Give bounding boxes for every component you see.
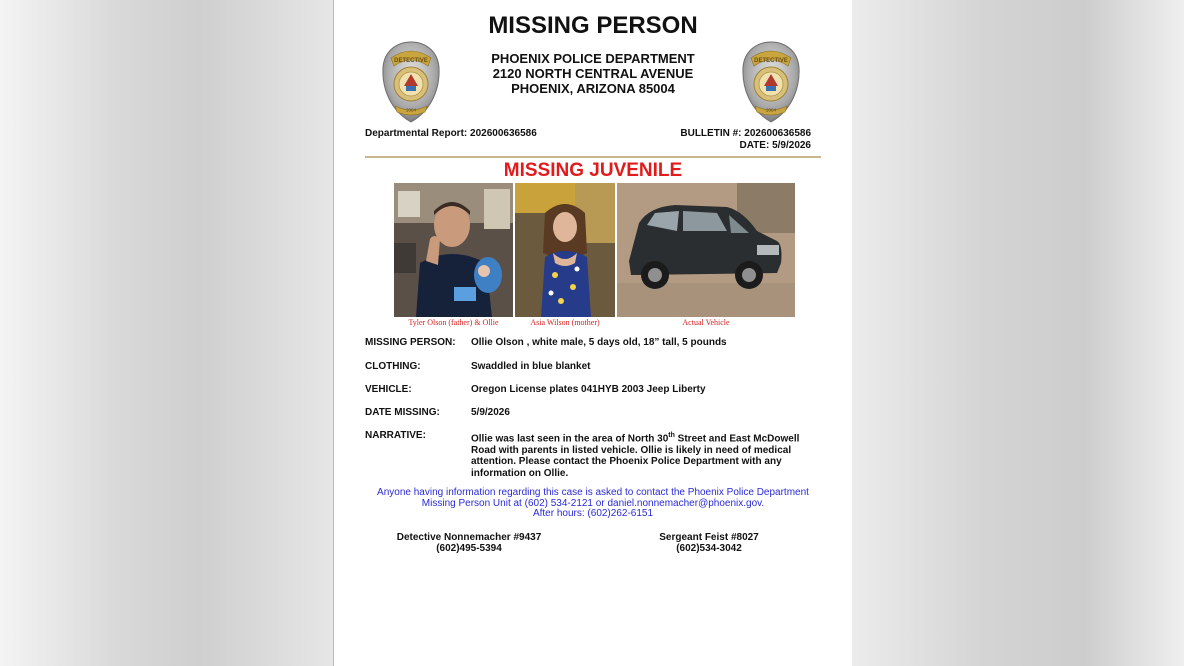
detective-signature [374,533,564,554]
blurred-background-right [851,0,1184,666]
narrative-ordinal-suffix: th [668,432,675,439]
bulletin-number: BULLETIN #: 202600636586 [680,128,811,139]
department-street: 2120 NORTH CENTRAL AVENUE [492,66,694,81]
svg-text:DETECTIVE: DETECTIVE [394,58,428,64]
narrative-part-1: Ollie was last seen in the area of North 30 [471,433,669,445]
mother-photo [515,183,615,317]
svg-text:2004: 2004 [405,107,417,113]
department-address [434,51,752,96]
sergeant-phone: (602)534-3042 [676,542,742,554]
contact-line-2: Missing Person Unit at (602) 534-2121 or daniel.nonnemacher@phoenix.gov. [421,497,765,509]
sergeant-name: Sergeant Feist #8027 [659,532,759,543]
bulletin-title: MISSING PERSON [488,12,698,39]
header-divider [365,156,821,158]
clothing-label: CLOTHING: [365,361,421,372]
clothing-value: Swaddled in blue blanket [471,361,591,372]
narrative-label: NARRATIVE: [365,430,426,441]
departmental-report-number: Departmental Report: 202600636586 [365,128,537,139]
mother-photo-caption: Asia Wilson (mother) [530,318,600,327]
contact-line-1: Anyone having information regarding this case is asked to contact the Phoenix Police Department [377,487,809,498]
narrative-part-2: Street and East McDowell Road with parents in listed vehicle. Ollie is likely in need of medical attention. Please contact the Phoenix Police Department with any information on Ollie. [471,433,800,479]
bulletin-date: DATE: 5/9/2026 [739,140,811,151]
svg-text:2004: 2004 [765,107,777,113]
bulletin-info [680,128,811,152]
sergeant-signature [619,533,799,554]
police-badge-icon-right [740,40,802,124]
missing-juvenile-banner: MISSING JUVENILE [503,160,683,181]
department-city: PHOENIX, ARIZONA 85004 [511,81,675,96]
vehicle-photo [617,183,795,317]
detective-phone: (602)495-5394 [436,542,502,554]
missing-person-bulletin [333,0,852,666]
father-photo [394,183,513,317]
police-badge-icon-left [380,40,442,124]
detective-name: Detective Nonnemacher #9437 [396,532,542,543]
date-missing-value: 5/9/2026 [471,407,510,418]
vehicle-value: Oregon License plates 041HYB 2003 Jeep Liberty [471,384,706,395]
department-name: PHOENIX POLICE DEPARTMENT [491,51,695,66]
date-missing-label: DATE MISSING: [365,407,440,418]
missing-person-label: MISSING PERSON: [365,337,456,348]
narrative-text [471,430,811,479]
father-photo-caption: Tyler Olson (father) & Ollie [408,318,499,327]
vehicle-label: VEHICLE: [365,384,412,395]
blurred-background-left [0,0,333,666]
vehicle-photo-caption: Actual Vehicle [682,318,730,327]
missing-person-value: Ollie Olson , white male, 5 days old, 18” tall, 5 pounds [471,337,727,348]
contact-info [354,488,832,520]
contact-line-3: After hours: (602)262-6151 [532,508,654,519]
svg-text:DETECTIVE: DETECTIVE [754,58,788,64]
